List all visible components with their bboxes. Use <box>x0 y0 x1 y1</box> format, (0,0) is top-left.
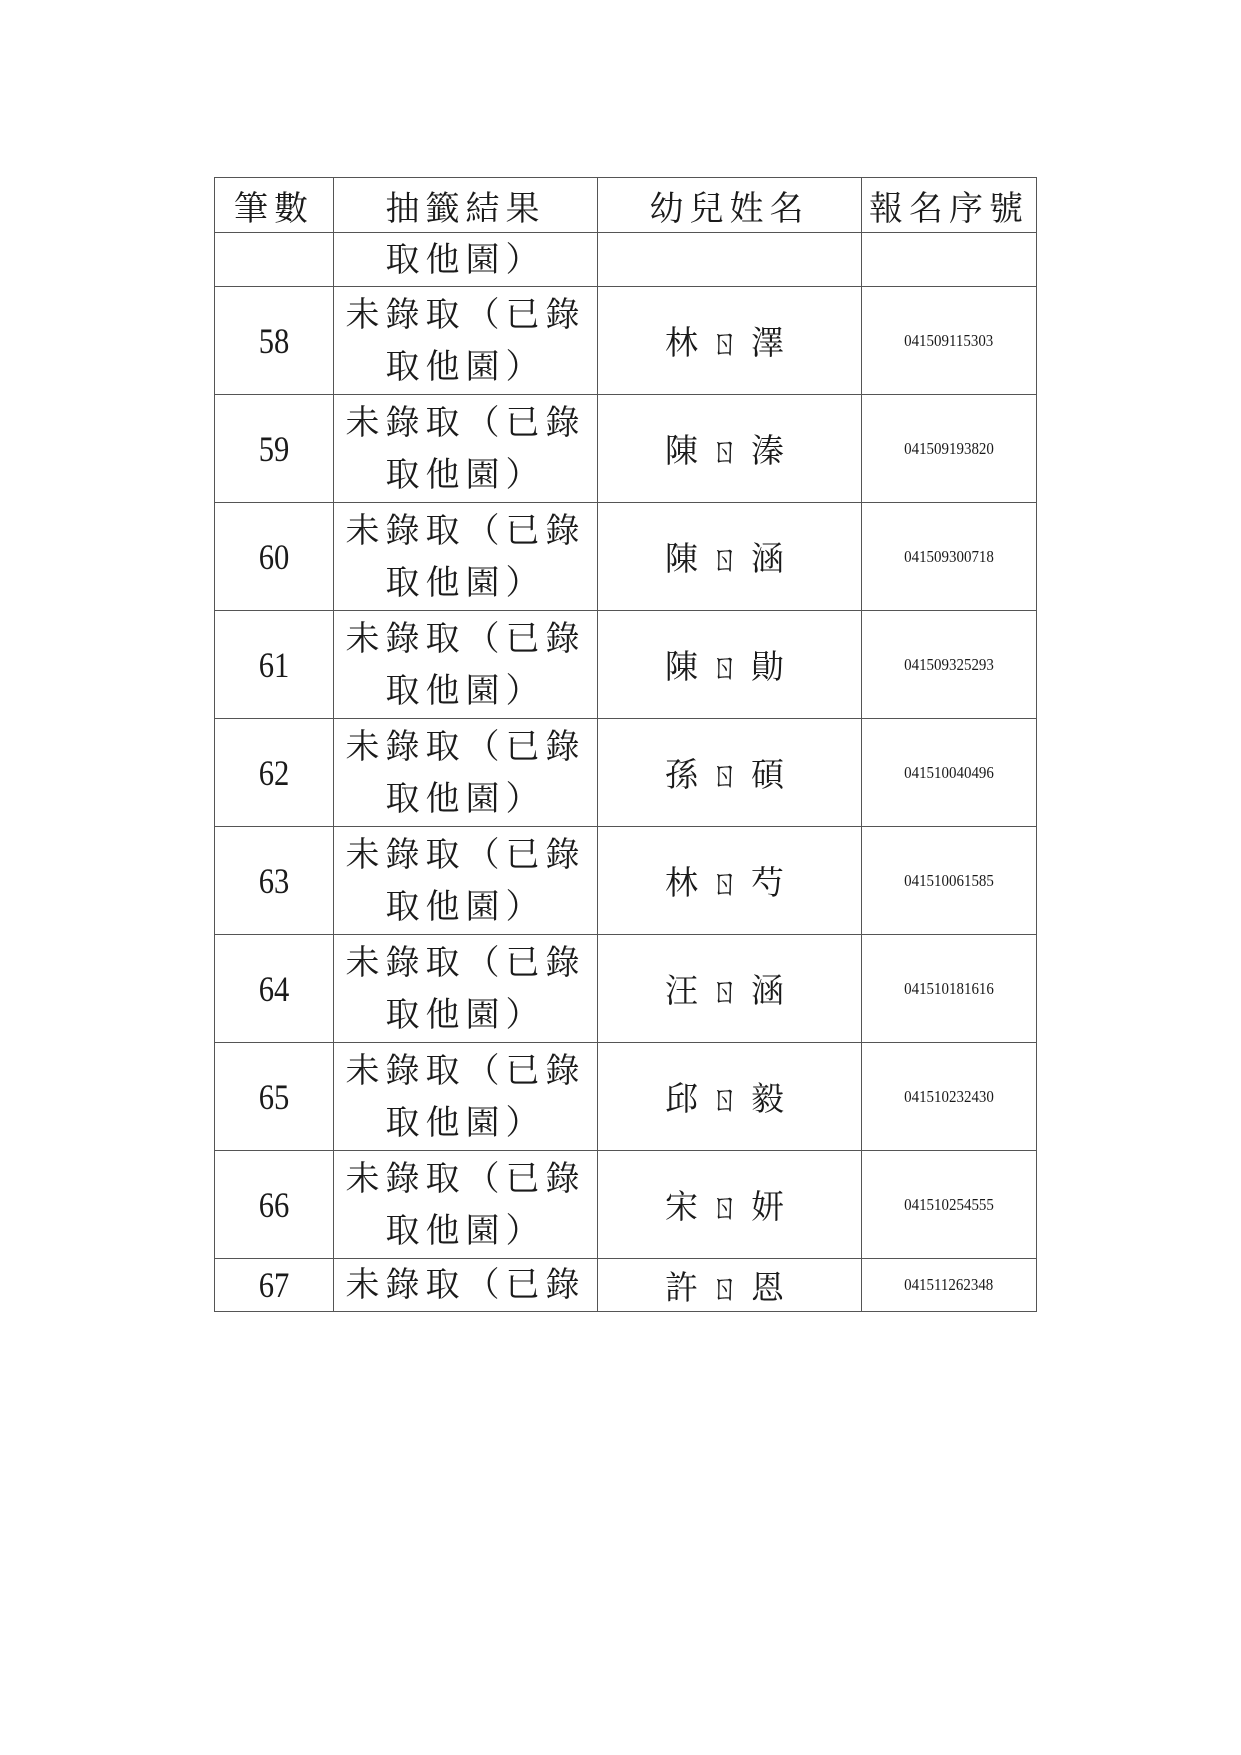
name-cell: 林ㄖ芍 <box>598 827 862 935</box>
result-line-1: 未錄取（已錄 <box>345 1265 586 1305</box>
reg-no-cell <box>862 287 1037 395</box>
result-cell <box>334 719 598 827</box>
count-value: 62 <box>258 752 290 793</box>
reg-no-value: 041509193820 <box>904 438 994 458</box>
result-cell <box>334 395 598 503</box>
result-cell <box>334 503 598 611</box>
count-value: 66 <box>258 1184 290 1225</box>
name-cell: 林ㄖ澤 <box>598 287 862 395</box>
table-row <box>215 503 1037 611</box>
name-cell: 陳ㄖ溱 <box>598 395 862 503</box>
reg-no-cell <box>862 395 1037 503</box>
table-row <box>215 1043 1037 1151</box>
reg-no-value: 041510254555 <box>904 1194 994 1214</box>
result-line-1: 未錄取（已錄 <box>345 726 586 767</box>
table-row <box>215 395 1037 503</box>
header-result: 抽籤結果 <box>334 178 598 233</box>
reg-no-value: 041509300718 <box>904 546 994 566</box>
result-line-1: 未錄取（已錄 <box>345 1158 586 1199</box>
count-cell <box>215 1043 334 1151</box>
name-cell: 孫ㄖ碩 <box>598 719 862 827</box>
name-cell: 許ㄖ恩 <box>598 1259 862 1312</box>
reg-no-value: 041511262348 <box>904 1275 994 1294</box>
count-value: 61 <box>258 644 290 685</box>
table-row <box>215 935 1037 1043</box>
result-line-2: 取他園） <box>385 994 546 1035</box>
result-line-2: 取他園） <box>385 670 546 711</box>
name-cell <box>598 233 862 287</box>
result-cell <box>334 1151 598 1259</box>
table-row <box>215 1259 1037 1312</box>
reg-no-cell <box>862 1259 1037 1312</box>
result-line-1: 未錄取（已錄 <box>345 294 586 335</box>
reg-no-value: 041510040496 <box>904 762 994 782</box>
name-cell: 汪ㄖ涵 <box>598 935 862 1043</box>
result-line-1: 未錄取（已錄 <box>345 402 586 443</box>
result-cell <box>334 611 598 719</box>
result-line-2: 取他園） <box>385 562 546 603</box>
result-line-2: 取他園） <box>385 1102 546 1143</box>
result-line-2: 取他園） <box>385 454 546 495</box>
reg-no-value: 041510181616 <box>904 978 994 998</box>
result-line-1: 未錄取（已錄 <box>345 942 586 983</box>
count-cell <box>215 827 334 935</box>
reg-no-value: 041509325293 <box>904 654 994 674</box>
count-cell <box>215 935 334 1043</box>
result-line-1: 未錄取（已錄 <box>345 510 586 551</box>
table-header-row <box>215 178 1037 233</box>
count-cell <box>215 1259 334 1312</box>
name-cell: 宋ㄖ妍 <box>598 1151 862 1259</box>
result-cell <box>334 827 598 935</box>
result-line-2: 取他園） <box>385 239 546 280</box>
reg-no-cell <box>862 719 1037 827</box>
count-cell <box>215 503 334 611</box>
header-count: 筆數 <box>215 178 334 233</box>
count-value: 59 <box>258 428 290 469</box>
result-line-2: 取他園） <box>385 346 546 387</box>
result-cell <box>334 1259 598 1312</box>
reg-no-cell <box>862 611 1037 719</box>
count-cell <box>215 719 334 827</box>
table-row <box>215 1151 1037 1259</box>
result-cell <box>334 287 598 395</box>
reg-no-cell <box>862 935 1037 1043</box>
result-line-1: 未錄取（已錄 <box>345 1050 586 1091</box>
count-value: 65 <box>258 1076 290 1117</box>
count-cell <box>215 395 334 503</box>
result-cell <box>334 233 598 287</box>
name-cell: 陳ㄖ涵 <box>598 503 862 611</box>
result-line-2: 取他園） <box>385 886 546 927</box>
result-line-1: 未錄取（已錄 <box>345 834 586 875</box>
result-line-1: 未錄取（已錄 <box>345 618 586 659</box>
name-cell: 邱ㄖ毅 <box>598 1043 862 1151</box>
table-row <box>215 611 1037 719</box>
continued-row <box>215 233 1037 287</box>
reg-no-value: 041509115303 <box>904 330 994 350</box>
count-value: 64 <box>258 968 290 1009</box>
count-cell <box>215 233 334 287</box>
count-value: 58 <box>258 320 290 361</box>
reg-no-cell <box>862 233 1037 287</box>
name-cell: 陳ㄖ勛 <box>598 611 862 719</box>
result-cell <box>334 1043 598 1151</box>
reg-no-cell <box>862 1151 1037 1259</box>
reg-no-cell <box>862 1043 1037 1151</box>
header-reg-no: 報名序號 <box>862 178 1037 233</box>
count-value: 60 <box>258 536 290 577</box>
result-line-2: 取他園） <box>385 1210 546 1251</box>
table-row <box>215 719 1037 827</box>
header-name: 幼兒姓名 <box>598 178 862 233</box>
result-cell <box>334 935 598 1043</box>
table-row <box>215 827 1037 935</box>
reg-no-cell <box>862 827 1037 935</box>
count-cell <box>215 1151 334 1259</box>
table-row <box>215 287 1037 395</box>
count-cell <box>215 287 334 395</box>
reg-no-value: 041510061585 <box>904 870 994 890</box>
lottery-results-table <box>214 177 1037 1312</box>
count-value: 63 <box>258 860 290 901</box>
reg-no-value: 041510232430 <box>904 1086 994 1106</box>
count-cell <box>215 611 334 719</box>
count-value: 67 <box>258 1265 290 1305</box>
result-line-2: 取他園） <box>385 778 546 819</box>
reg-no-cell <box>862 503 1037 611</box>
